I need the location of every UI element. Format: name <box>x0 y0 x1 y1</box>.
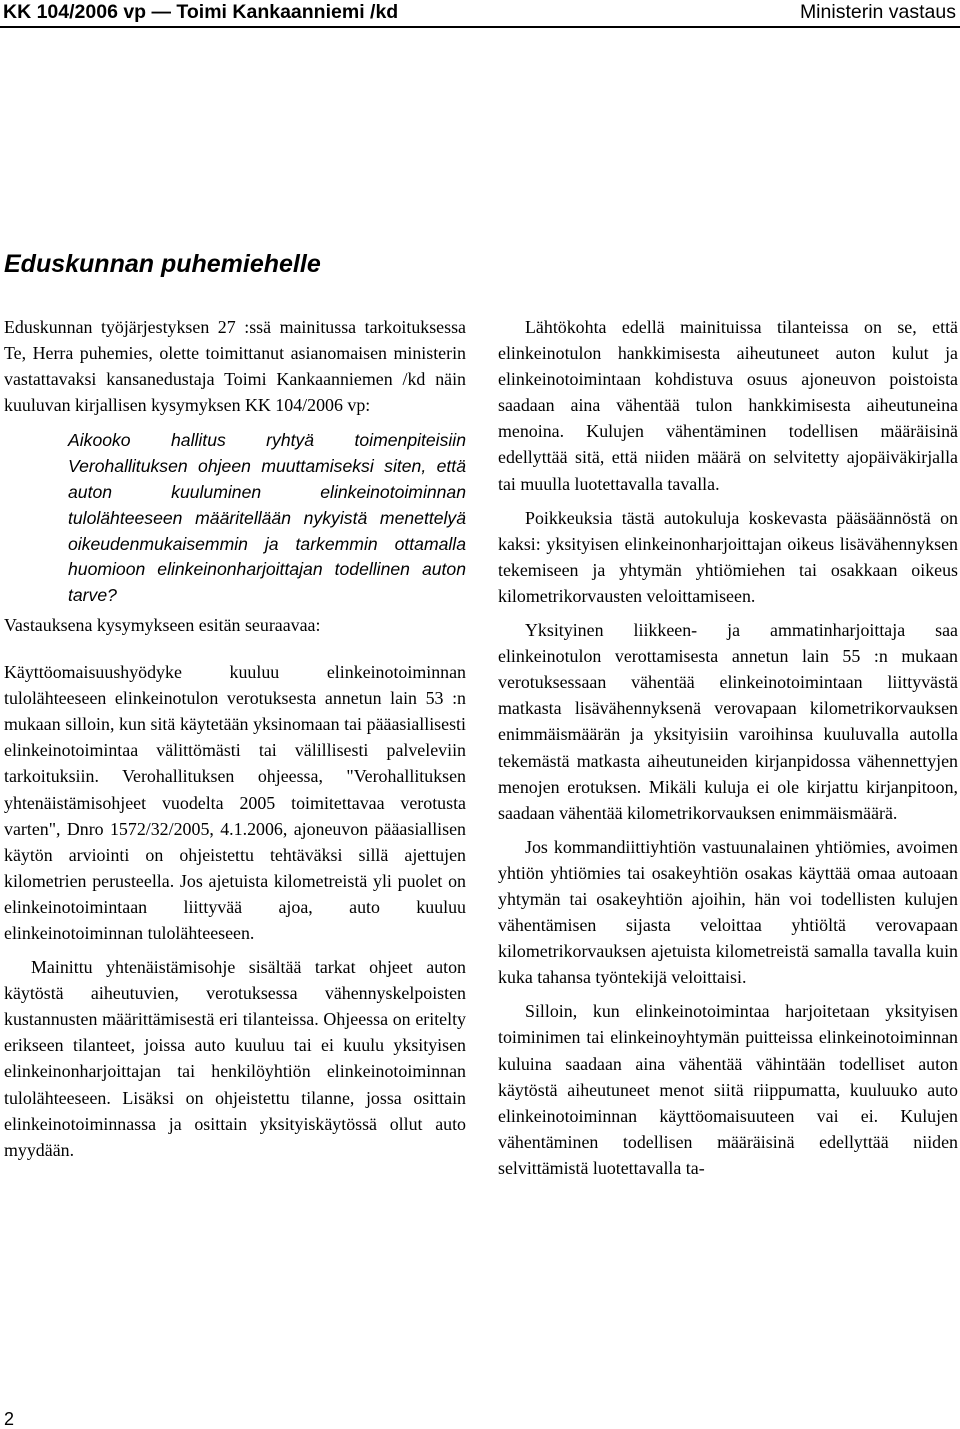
intro-paragraph: Eduskunnan työjärjestyksen 27 :ssä mainitussa tarkoituksessa Te, Herra puhemies, olette toimittanut asianomaisen ministerin vastattavaksi kansanedustaja Toimi Kankaanniemen /kd näin kuuluvan kirjallisen kysymyksen KK 104/2006 vp: <box>4 317 466 416</box>
addressee-heading: Eduskunnan puhemiehelle <box>4 250 321 278</box>
document-section-title: Ministerin vastaus <box>799 1 956 23</box>
document-reference: KK 104/2006 vp — Toimi Kankaanniemi /kd <box>3 1 399 23</box>
answer-paragraph: Yksityinen liikkeen- ja ammatinharjoittaja saa elinkeinotulon verottamisesta annetun lain 55 :n mukaan verotuksessaan vähentää elinkeinotoimintaan liittyvästä matkasta lisävähennyksenä verovapaan kilometrikorvauksen enimmäismäärän ja yksityisiin varoihinsa kuuluvalla autolla tekemästä matkasta aiheutuneiden kirjanpidossa vähennettyjen menojen erotuksen. Mikäli kuluja ei ole kirjattu kirjanpitoon, saadaan vähentää kilometrikorvauksen enimmäismäärä. <box>498 620 958 823</box>
page-number: 2 <box>4 1409 15 1429</box>
answer-paragraph: Poikkeuksia tästä autokuluja koskevasta pääsäännöstä on kaksi: yksityisen elinkeinonharjoittajan oikeus lisävähennyksen tekemiseen ja yhtymän yhtiömiehen tai osakkaan oikeus kilometrikorvausten veloittamiseen. <box>498 507 958 606</box>
right-column <box>498 314 958 1189</box>
header-divider <box>0 26 960 28</box>
left-column <box>4 314 466 1163</box>
page-header <box>0 0 960 26</box>
answer-paragraph: Käyttöomaisuushyödyke kuuluu elinkeinotoiminnan tulolähteeseen elinkeinotulon verotuksesta annetun lain 53 :n mukaan silloin, kun sitä käytetään yksinomaan tai pääasiallisesti elinkeinotoimintaa välittömästi tai välillisesti palveleviin tarkoituksiin. Verohallituksen ohjeessa, "Verohallituksen yhtenäistämisohjeet vuodelta 2005 toimitettavaa verotusta varten", Dnro 1572/32/2005, 4.1.2006, ajoneuvon pääasiallisen käytön arviointi on ohjeistettu tehtäväksi sillä ajettujen kilometrien perusteella. Jos ajetuista kilometreistä yli puolet on elinkeinotoimintaan liittyvää ajoa, auto kuuluu elinkeinotoiminnan tulolähteeseen. <box>4 662 466 943</box>
written-question: Aikooko hallitus ryhtyä toimenpiteisiin Verohallituksen ohjeen muuttamiseksi siten, että auton kuuluminen elinkeinotoiminnan tulolähteeseen määritellään nykyistä menettelyä oikeudenmukaisemmin ja tarkemmin ottamalla huomioon elinkeinonharjoittajan todellinen auton tarve? <box>68 430 466 606</box>
answer-paragraph: Lähtökohta edellä mainituissa tilanteissa on se, että elinkeinotulon hankkimisesta aiheutuneet auton kulut ja elinkeinotoimintaan kohdistuva osuus ajoneuvon poistoista saadaan aina vähentää tulon hankkimisesta aiheutuneina menoina. Kulujen vähentäminen todellisen määräisinä edellyttää sitä, että niiden määrä on selvitetty ajopäiväkirjalla tai muulla luotettavalla tavalla. <box>498 317 958 494</box>
answer-intro: Vastauksena kysymykseen esitän seuraavaa: <box>4 614 321 635</box>
answer-paragraph: Jos kommandiittiyhtiön vastuunalainen yhtiömies, avoimen yhtiön yhtiömies tai osakeyhtiön osakas käyttää omaa autoaan yhtymän tai osakeyhtiön ajoihin, hän voi todellisten kulujen vähentämisen sijasta veloittaa yhtiöltä verovapaan kilometrikorvauksen ajetuista kilometreistä samalla tavalla kuin kuka tahansa työntekijä veloittaisi. <box>498 836 958 988</box>
answer-paragraph: Mainittu yhtenäistämisohje sisältää tarkat ohjeet auton käytöstä aiheutuvien, verotuksessa vähennyskelpoisten kustannusten määrittämisestä eri tilanteissa. Ohjeessa on eritelty erikseen tilanteet, joissa auto kuuluu tai ei kuulu yksityisen elinkeinonharjoittajan tai henkilöyhtiön elinkeinotoiminnan tulolähteeseen. Lisäksi on ohjeistettu tilanne, jossa osittain elinkeinotoiminnassa ja osittain yksityiskäytössä ollut auto myydään. <box>4 957 466 1160</box>
answer-paragraph: Silloin, kun elinkeinotoimintaa harjoitetaan yksityisen toiminimen tai elinkeinoyhtymän puitteissa elinkeinotoiminnan kuluina saadaan aina vähentää vähintään todelliset auton käytöstä aiheutuneet menot siitä riippumatta, kuuluuko auto elinkeinotoiminnan käyttöomaisuuteen vai ei. Kulujen vähentäminen todellisen määräisinä edellyttää niiden selvittämistä luotettavalla ta- <box>498 1001 958 1178</box>
